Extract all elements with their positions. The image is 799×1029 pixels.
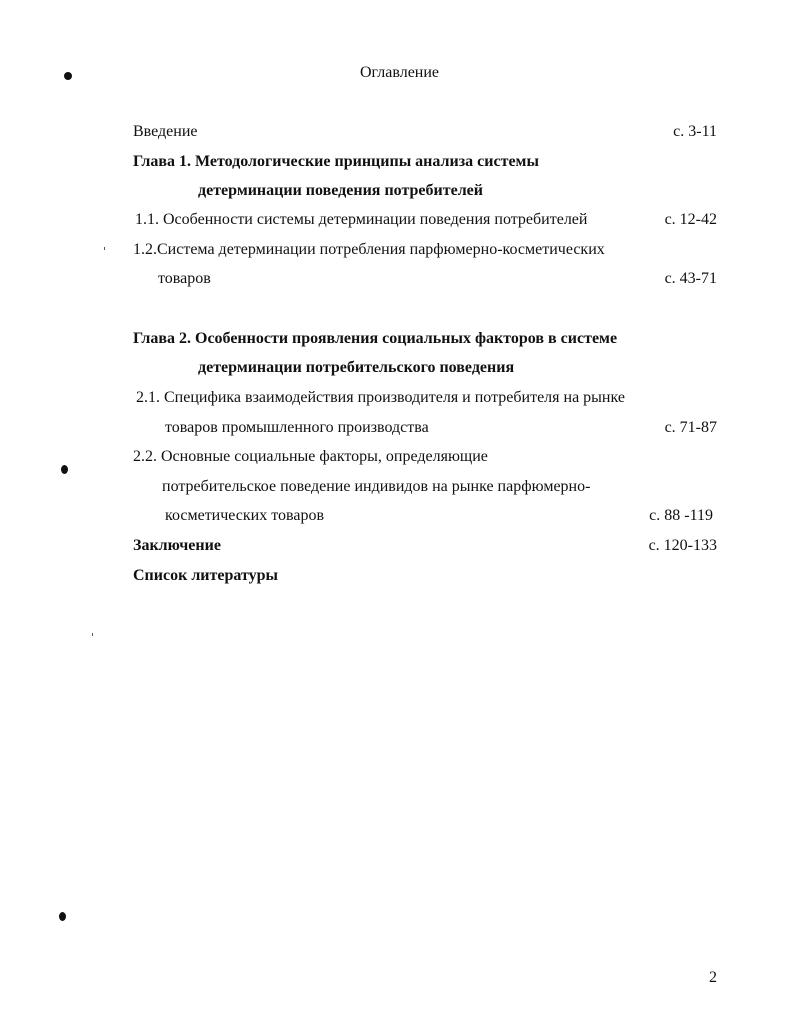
toc-section-2-1: 2.1. Специфика взаимодействия производителя и потребителя на рынке bbox=[136, 389, 625, 406]
scan-mark bbox=[61, 465, 68, 474]
toc-section-1-1-pages: с. 12-42 bbox=[664, 211, 717, 228]
scan-mark bbox=[64, 72, 72, 80]
toc-section-2-2: 2.2. Основные социальные факторы, определяющие bbox=[133, 448, 488, 465]
toc-chapter-1-title-cont: детерминации поведения потребителей bbox=[198, 182, 483, 199]
toc-conclusion-pages: с. 120-133 bbox=[648, 537, 717, 554]
page-title: Оглавление bbox=[359, 64, 440, 81]
scan-speck bbox=[104, 247, 105, 250]
scan-speck bbox=[92, 633, 93, 636]
scan-mark bbox=[59, 912, 66, 921]
toc-section-1-2-cont: товаров bbox=[158, 270, 211, 287]
toc-chapter-2-title: Глава 2. Особенности проявления социальных факторов в системе bbox=[133, 330, 618, 347]
toc-section-2-2-cont-2: косметических товаров bbox=[165, 507, 325, 524]
toc-chapter-2-title-cont: детерминации потребительского поведения bbox=[198, 359, 515, 376]
toc-section-1-2-pages: с. 43-71 bbox=[664, 270, 717, 287]
toc-section-2-2-cont: потребительское поведение индивидов на рынке парфюмерно- bbox=[162, 478, 591, 495]
toc-intro: Введение bbox=[133, 123, 198, 140]
toc-section-1-1: 1.1. Особенности системы детерминации поведения потребителей bbox=[135, 211, 588, 228]
toc-section-2-2-pages: с. 88 -119 bbox=[649, 507, 713, 524]
toc-chapter-1-title: Глава 1. Методологические принципы анализа системы bbox=[133, 153, 539, 170]
page-number: 2 bbox=[709, 969, 717, 986]
toc-conclusion: Заключение bbox=[133, 537, 221, 554]
toc-references: Список литературы bbox=[133, 567, 278, 584]
toc-intro-pages: с. 3-11 bbox=[673, 123, 717, 140]
toc-section-2-1-cont: товаров промышленного производства bbox=[165, 419, 429, 436]
toc-section-1-2: 1.2.Система детерминации потребления парфюмерно-косметических bbox=[133, 241, 605, 258]
toc-section-2-1-pages: с. 71-87 bbox=[664, 419, 717, 436]
